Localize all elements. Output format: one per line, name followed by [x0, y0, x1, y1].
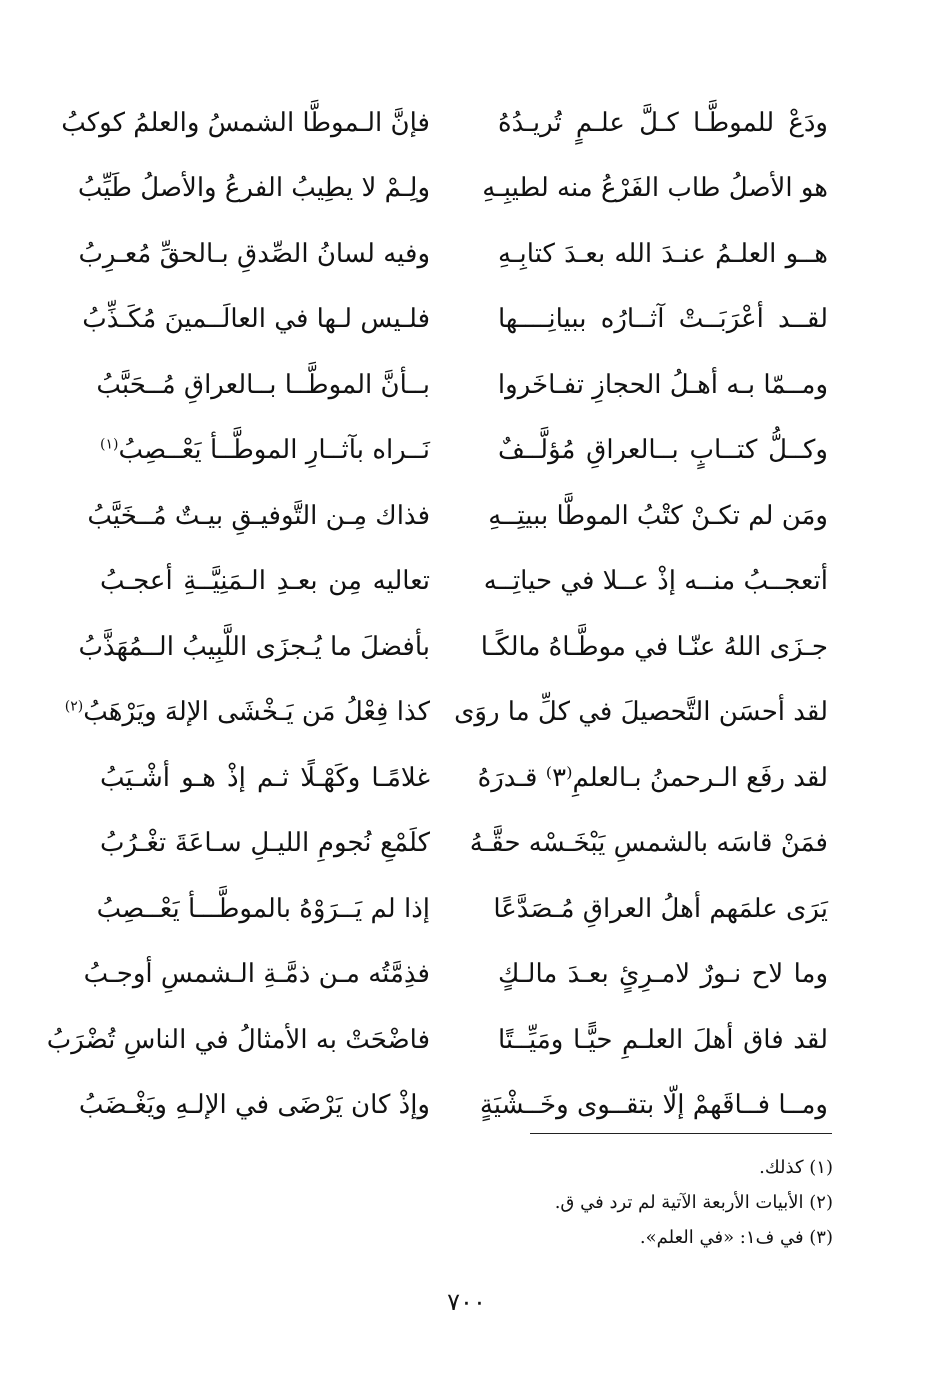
verse-first-hemistich: ومــا فــاقَهمْ إلّا بتقــوى وخَــشْيَةٍ	[479, 1090, 828, 1121]
verse	[78, 614, 828, 680]
footnote: (١) كذلك.	[759, 1157, 833, 1178]
verse-first-hemistich: ومــمّا بـه أهـلُ الحجازِ تفـاخَروا	[497, 369, 828, 400]
verse-first-hemistich: جـزَى اللهُ عنّـا في موطَّـاهُ مالكًـا	[480, 631, 828, 662]
verse-second-text: غلامًـا وكَهْـلًا ثـم إذْ هـو أشْـيَبُ	[100, 762, 430, 793]
verse-second-text: إذا لم يَــرَوْهُ بالموطَّـــأ يَعْــصِبُ	[96, 893, 430, 924]
verse-second-hemistich	[100, 430, 430, 470]
verse-second-hemistich	[96, 889, 430, 929]
footnote-reference: (٢)	[64, 698, 84, 715]
verse	[96, 876, 828, 942]
page-number: ٧٠٠	[447, 1288, 486, 1316]
verse	[100, 811, 828, 877]
verse-second-text: فإنَّ الـموطَّا الشمسُ والعلمُ كوكبُ	[61, 107, 430, 138]
verse-second-hemistich	[100, 561, 430, 601]
footnote-reference: (١)	[100, 436, 119, 453]
verse-second-text: بــأنَّ الموطَّــا بــالعراقِ مُــحَبَّبُ	[96, 369, 430, 400]
verse-first-hemistich: هــو العلـمُ عنـدَ الله بعـدَ كتابِـهِ	[498, 238, 828, 269]
verse-second-text: كلَمْعِ نُجومِ الليـلِ سـاعَةَ تغْـرُبُ	[100, 828, 430, 859]
verse-second-text: نَــراه بآثــارِ الموطَّــأ يَعْــصِبُ	[118, 435, 430, 466]
verse	[96, 352, 828, 418]
verse-first-hemistich: فمَنْ قاسَه بالشمسِ يَبْخَـسْه حقَّـهُ	[469, 828, 828, 859]
verse-second-hemistich	[96, 365, 430, 405]
verse-second-hemistich	[77, 168, 430, 208]
poem	[46, 90, 828, 1138]
verse	[100, 549, 828, 615]
verse-second-hemistich	[83, 954, 430, 994]
verse-first-hemistich: لقــد أعْرَبَــتْ آثــارُه ببيانِــــها	[498, 304, 828, 335]
verse-first-hemistich: لقد رفَع الـرحمنُ بـالعلمِ⁽٣⁾ قـدرَهُ	[477, 762, 828, 793]
footnotes	[433, 1150, 833, 1255]
verse	[77, 156, 828, 222]
verse-second-text: ولِـمْ لا يطِيبُ الفرعُ والأصلُ طَيِّبُ	[77, 173, 430, 204]
verse-second-hemistich	[100, 823, 430, 863]
verse-second-hemistich	[46, 1020, 430, 1060]
verse-second-hemistich	[100, 758, 430, 798]
verse-first-hemistich: ومَن لم تكـنْ كتْبُ الموطَّا ببيتِــهِ	[488, 500, 828, 531]
footnote: (٢) الأبيات الأربعة الآتية لم ترد في ق.	[554, 1192, 833, 1213]
verse-first-hemistich: ودَعْ للموطَّـا كـلَّ علـمٍ تُريـدُهُ	[498, 107, 828, 138]
verse-second-text: فلـيس لـها في العالَــمينَ مُكَـذِّبُ	[82, 304, 430, 335]
verse	[100, 418, 828, 484]
verse	[83, 942, 828, 1008]
verse	[87, 483, 828, 549]
verse	[64, 680, 828, 746]
verse	[78, 221, 828, 287]
verse-first-hemistich: لقد فاق أهلَ العلـمِ حيًّـا ومَيِّــتًا	[498, 1024, 828, 1055]
verse	[82, 287, 828, 353]
verse-second-text: فذاك مِـن التَّوفيـقِ بيـتٌ مُــخَيَّبُ	[87, 500, 430, 531]
verse-second-text: كذا فِعْلُ مَن يَـخْشَى الإلهَ ويَرْهَبُ	[83, 697, 430, 728]
verse-first-hemistich: وما لاح نـورٌ لامـرِئٍ بعـدَ مالـكٍ	[498, 959, 828, 990]
verse-second-hemistich	[61, 103, 430, 143]
verse-first-hemistich: وكــلُّ كتــابٍ بــالعراقِ مُؤلَّــفٌ	[498, 435, 828, 466]
verse-first-hemistich: لقد أحسَن التَّحصيلَ في كلِّ ما روَى	[454, 697, 828, 728]
verse-second-text: فاضْحَتْ به الأمثالُ في الناسِ تُضْرَبُ	[46, 1024, 430, 1055]
verse-second-text: وفيه لسانُ الصِّدقِ بـالحقِّ مُعـرِبُ	[78, 238, 430, 269]
verse-second-text: فذِمَّتُه مـن ذمَّـةِ الـشمسِ أوجـبُ	[83, 959, 430, 990]
verse-first-hemistich: يَرَى علمَهم أهلُ العراقِ مُـصَدَّعًا	[493, 893, 828, 924]
footnote: (٣) في ف١: «في العلم».	[639, 1227, 833, 1248]
verse-first-hemistich: أتعجــبُ منــه إذْ عــلا في حياتِــه	[483, 566, 828, 597]
verse-second-text: وإذْ كان يَرْضَى في الإلـهِ ويَغْـضَبُ	[78, 1090, 430, 1121]
verse-second-text: تعاليه مِن بعـدِ الـمَنِيَّــةِ أعجـبُ	[100, 566, 430, 597]
verse-second-hemistich	[64, 692, 430, 732]
verse	[78, 1073, 828, 1139]
verse	[61, 90, 828, 156]
verse-second-hemistich	[78, 627, 430, 667]
verse-first-hemistich: هو الأصلُ طاب الفَرْعُ منه لطيبِـهِ	[482, 173, 828, 204]
verse-second-hemistich	[78, 1085, 430, 1125]
verse-second-text: بأفضلَ ما يُـجزَى اللَّبِيبُ الــمُهَذَّبُ	[78, 631, 430, 662]
verse-second-hemistich	[78, 234, 430, 274]
verse-second-hemistich	[82, 299, 430, 339]
verse-second-hemistich	[87, 496, 430, 536]
verse	[100, 745, 828, 811]
footnote-separator	[530, 1133, 832, 1134]
verse	[46, 1007, 828, 1073]
